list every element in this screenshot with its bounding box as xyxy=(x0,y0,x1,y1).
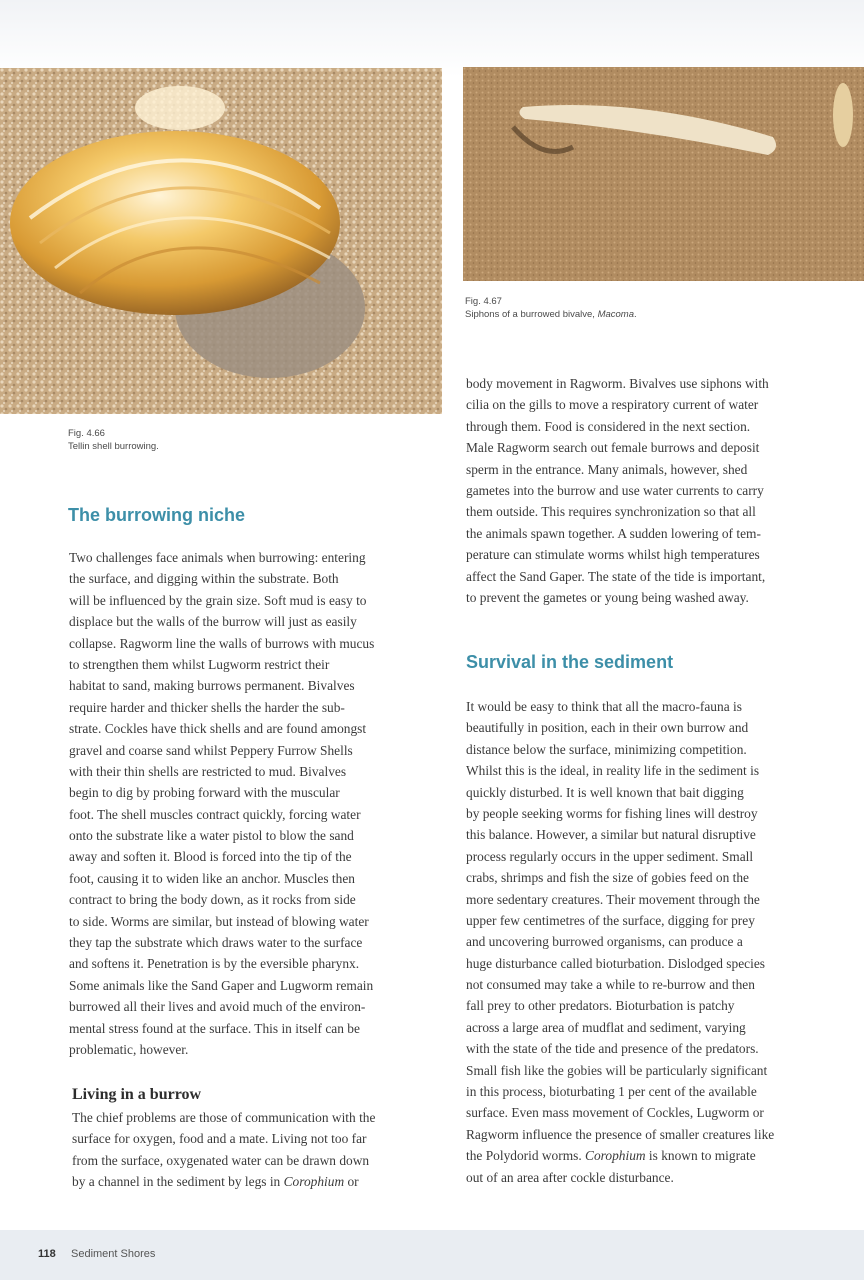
text-line: to strengthen them whilst Lugworm restrict their xyxy=(69,656,330,672)
text-line: to prevent the gametes or young being washed away. xyxy=(466,589,749,605)
figure-caption-text: Tellin shell burrowing. xyxy=(68,441,159,452)
text-line: Two challenges face animals when burrowing: entering xyxy=(69,550,366,565)
text-line: foot. The shell muscles contract quickly, forcing water xyxy=(69,806,361,822)
section-heading-burrowing-niche: The burrowing niche xyxy=(68,505,246,525)
text-line: onto the substrate like a water pistol to blow the sand xyxy=(69,828,354,844)
text-line: beautifully in position, each in their own burrow and xyxy=(466,720,749,736)
subheading-living-in-a-burrow: Living in a burrow xyxy=(72,1086,202,1103)
text-line xyxy=(466,1145,774,1166)
tellin-shell-photo xyxy=(0,68,442,414)
text-line: gravel and coarse sand whilst Peppery Furrow Shells xyxy=(69,742,353,758)
text-line: to side. Worms are similar, but instead of blowing water xyxy=(69,913,369,929)
text-line: It would be easy to think that all the macro-fauna is xyxy=(466,699,742,714)
text-line: upper few centimetres of the surface, digging for prey xyxy=(466,912,755,928)
text-line: the animals spawn together. A sudden lowering of tem- xyxy=(466,525,761,541)
line-end: is known to migrate xyxy=(645,1148,756,1164)
caption-text: Siphons of a burrowed bivalve, xyxy=(465,309,598,320)
text-line: them outside. This requires synchronization so that all xyxy=(466,504,756,520)
text-line: require harder and thicker shells the harder the sub- xyxy=(69,699,345,715)
text-line: quickly disturbed. It is well known that bait digging xyxy=(466,784,744,800)
text-line: from the surface, oxygenated water can be drawn down xyxy=(72,1152,370,1168)
text-line: Ragworm influence the presence of smaller creatures like xyxy=(466,1126,775,1142)
text-line: Small fish like the gobies will be particularly significant xyxy=(466,1062,768,1078)
text-line: burrowed all their lives and avoid much of the environ- xyxy=(69,999,366,1015)
text-line: distance below the surface, minimizing competition. xyxy=(466,741,747,757)
species-name: Corophium xyxy=(283,1174,345,1190)
line-end: or xyxy=(344,1174,359,1190)
caption-species-name: Macoma xyxy=(597,309,634,320)
survival-in-sediment-text xyxy=(466,696,774,1188)
text-line: out of an area after cockle disturbance. xyxy=(466,1169,674,1185)
text-line: process regularly occurs in the upper sediment. Small xyxy=(466,848,754,864)
text-line: begin to dig by probing forward with the muscular xyxy=(69,785,340,801)
burrowing-niche-text xyxy=(69,547,374,1060)
text-line: away and soften it. Blood is forced into the tip of the xyxy=(69,849,352,865)
text-line: they tap the substrate which draws water to the surface xyxy=(69,935,363,951)
text-line: Whilst this is the ideal, in reality life in the sediment is xyxy=(466,763,760,779)
text-line: body movement in Ragworm. Bivalves use siphons with xyxy=(466,376,769,391)
text-line: with their thin shells are restricted to mud. Bivalves xyxy=(69,763,347,779)
text-line: with the state of the tide and presence of the predators. xyxy=(466,1041,759,1057)
text-line: displace but the walls of the burrow will just as easily xyxy=(69,614,357,630)
text-line: fall prey to other predators. Bioturbation is patchy xyxy=(466,998,735,1014)
text-line: collapse. Ragworm line the walls of burrows with mucus xyxy=(69,635,375,651)
text-line: cilia on the gills to move a respiratory current of water xyxy=(466,397,759,413)
text-line: will be influenced by the grain size. Soft mud is easy to xyxy=(69,592,367,608)
section-heading-survival-in-sediment: Survival in the sediment xyxy=(466,652,674,672)
figure-4-67-caption xyxy=(465,295,637,321)
text-line: in this process, bioturbating 1 per cent of the available xyxy=(466,1084,757,1100)
species-name: Corophium xyxy=(585,1148,646,1164)
running-head: Sediment Shores xyxy=(71,1248,156,1260)
living-in-a-burrow-text xyxy=(72,1107,375,1193)
text-line: not consumed may take a while to re-burrow and then xyxy=(466,977,755,993)
text-line: habitat to sand, making burrows permanent. Bivalves xyxy=(69,678,355,694)
text-line: and softens it. Penetration is by the eversible pharynx. xyxy=(69,956,360,972)
text-line: problematic, however. xyxy=(69,1041,189,1057)
text-line: affect the Sand Gaper. The state of the tide is important, xyxy=(466,568,766,584)
macoma-siphon-photo xyxy=(463,67,864,281)
text-line: mental stress found at the surface. This in itself can be xyxy=(69,1020,360,1036)
text-line xyxy=(72,1171,375,1192)
line-text: by a channel in the sediment by legs in xyxy=(72,1174,284,1190)
text-line: gametes into the burrow and use water currents to carry xyxy=(466,482,764,498)
figure-number: Fig. 4.67 xyxy=(465,296,502,307)
text-line: across a large area of mudflat and sediment, varying xyxy=(466,1019,746,1035)
text-line: through them. Food is considered in the next section. xyxy=(466,418,751,434)
text-line: and uncovering burrowed organisms, can produce a xyxy=(466,934,743,950)
text-line: contract to bring the body down, as it rocks from side xyxy=(69,892,356,908)
caption-end: . xyxy=(634,309,637,320)
text-line: foot, causing it to widen like an anchor. Muscles then xyxy=(69,870,355,886)
figure-caption-text xyxy=(465,308,637,321)
text-line: sperm in the entrance. Many animals, however, shed xyxy=(466,461,748,477)
text-line: surface for oxygen, food and a mate. Living not too far xyxy=(72,1131,367,1147)
figure-number: Fig. 4.66 xyxy=(68,428,105,439)
text-line: surface. Even mass movement of Cockles, Lugworm or xyxy=(466,1105,764,1121)
line-text: the Polydorid worms. xyxy=(466,1148,582,1164)
text-line: crabs, shrimps and fish the size of gobies feed on the xyxy=(466,870,749,886)
figure-4-66-caption xyxy=(68,427,159,453)
text-line: The chief problems are those of communication with the xyxy=(72,1110,376,1125)
text-line: more sedentary creatures. Their movement through the xyxy=(466,891,760,907)
text-line: perature can stimulate worms whilst high temperatures xyxy=(466,547,760,563)
continued-text-top xyxy=(466,373,769,608)
text-line: by people seeking worms for fishing lines will destroy xyxy=(466,805,758,821)
text-line: Male Ragworm search out female burrows and deposit xyxy=(466,440,760,456)
text-line: Some animals like the Sand Gaper and Lugworm remain xyxy=(69,977,374,993)
text-line: huge disturbance called bioturbation. Dislodged species xyxy=(466,955,765,971)
text-line: this balance. However, a similar but natural disruptive xyxy=(466,827,756,843)
text-line: strate. Cockles have thick shells and are found amongst xyxy=(69,721,367,737)
page-number: 118 xyxy=(38,1248,56,1260)
text-line: the surface, and digging within the substrate. Both xyxy=(69,571,339,587)
